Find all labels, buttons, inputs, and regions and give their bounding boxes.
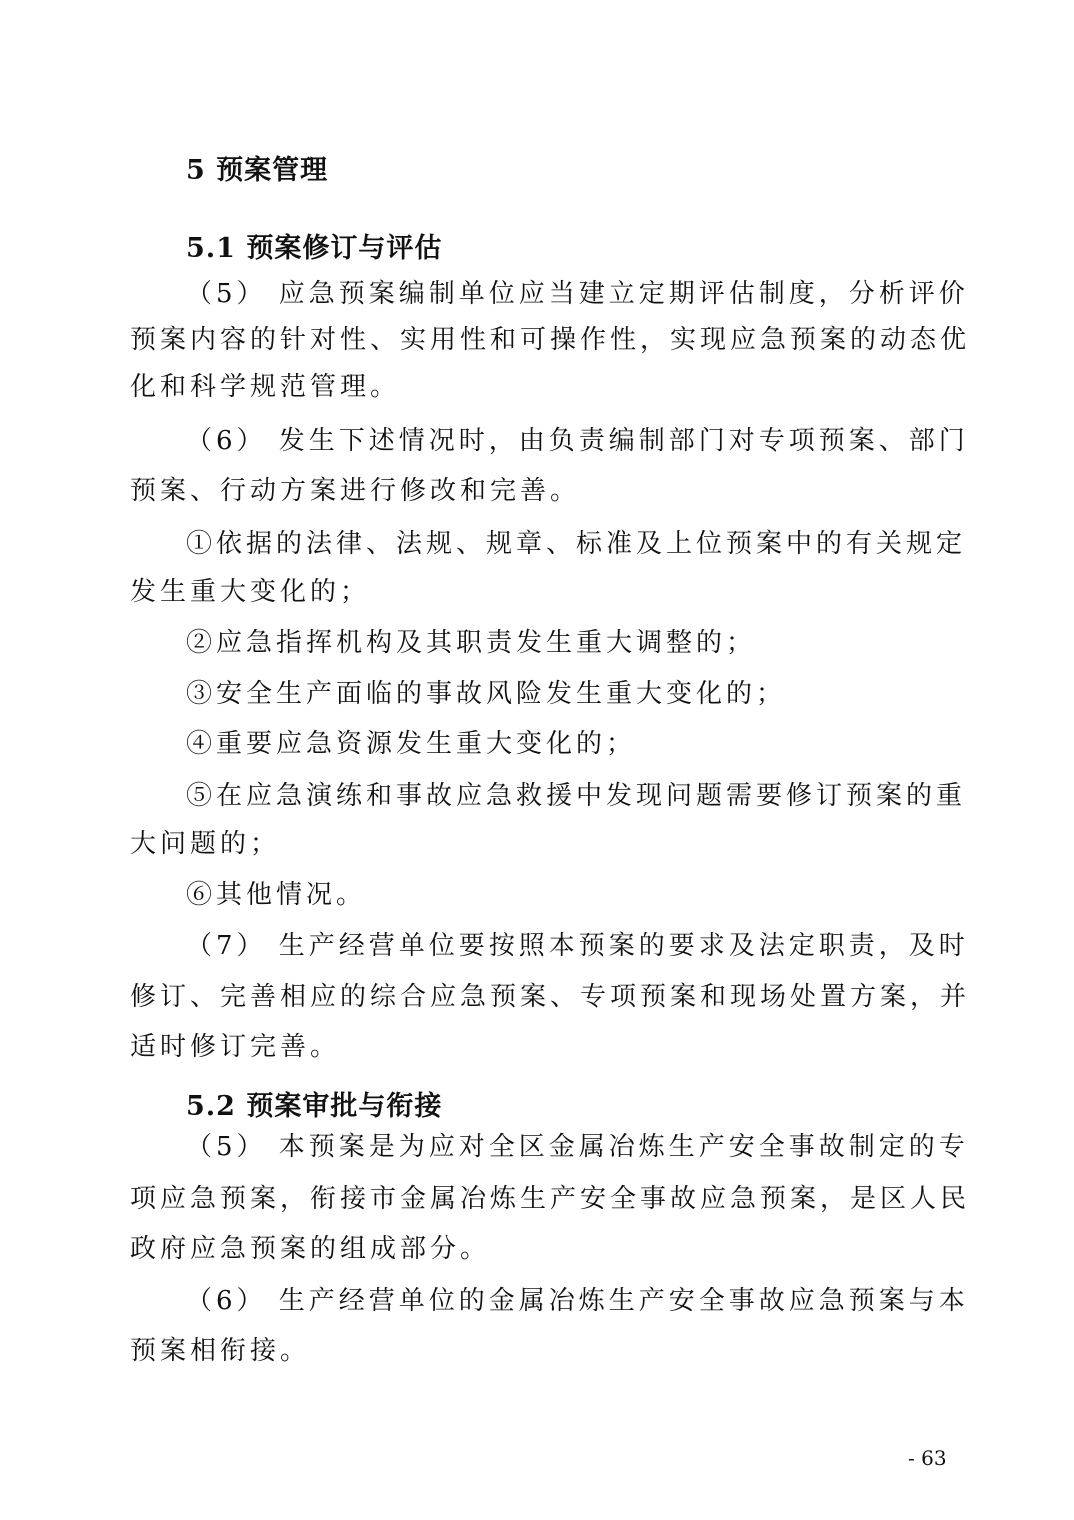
paragraph-line: 修订、完善相应的综合应急预案、专项预案和现场处置方案，并 — [130, 982, 971, 1012]
list-item-line: ①依据的法律、法规、规章、标准及上位预案中的有关规定 — [186, 529, 967, 559]
paragraph-line: 预案内容的针对性、实用性和可操作性，实现应急预案的动态优 — [130, 325, 971, 355]
page-number: - 63 — [908, 1446, 947, 1470]
paragraph-line: （6） 生产经营单位的金属冶炼生产安全事故应急预案与本 — [186, 1286, 969, 1316]
paragraph-line: （5） 本预案是为应对全区金属冶炼生产安全事故制定的专 — [186, 1132, 969, 1162]
list-item: ⑥其他情况。 — [186, 880, 367, 910]
list-item-line: ⑤在应急演练和事故应急救援中发现问题需要修订预案的重 — [186, 781, 967, 811]
paragraph-line: （5） 应急预案编制单位应当建立定期评估制度，分析评价 — [186, 279, 969, 309]
section-heading-5-2: 5.2 预案审批与衔接 — [186, 1091, 443, 1122]
section-heading-5: 5 预案管理 — [186, 155, 329, 186]
paragraph-line: 适时修订完善。 — [130, 1032, 341, 1062]
section-heading-5-1: 5.1 预案修订与评估 — [186, 233, 443, 264]
list-item: ③安全生产面临的事故风险发生重大变化的； — [186, 679, 787, 709]
paragraph-line: 预案相衔接。 — [130, 1336, 311, 1366]
paragraph-line: 政府应急预案的组成部分。 — [130, 1234, 491, 1264]
paragraph-line: 项应急预案，衔接市金属冶炼生产安全事故应急预案，是区人民 — [130, 1184, 971, 1214]
list-item-line: 大问题的； — [130, 829, 281, 859]
paragraph-line: （6） 发生下述情况时，由负责编制部门对专项预案、部门 — [186, 426, 969, 456]
paragraph-line: （7） 生产经营单位要按照本预案的要求及法定职责，及时 — [186, 931, 969, 961]
list-item: ④重要应急资源发生重大变化的； — [186, 729, 637, 759]
paragraph-line: 预案、行动方案进行修改和完善。 — [130, 476, 581, 506]
paragraph-line: 化和科学规范管理。 — [130, 372, 401, 402]
list-item: ②应急指挥机构及其职责发生重大调整的； — [186, 628, 757, 658]
list-item-line: 发生重大变化的； — [130, 577, 371, 607]
